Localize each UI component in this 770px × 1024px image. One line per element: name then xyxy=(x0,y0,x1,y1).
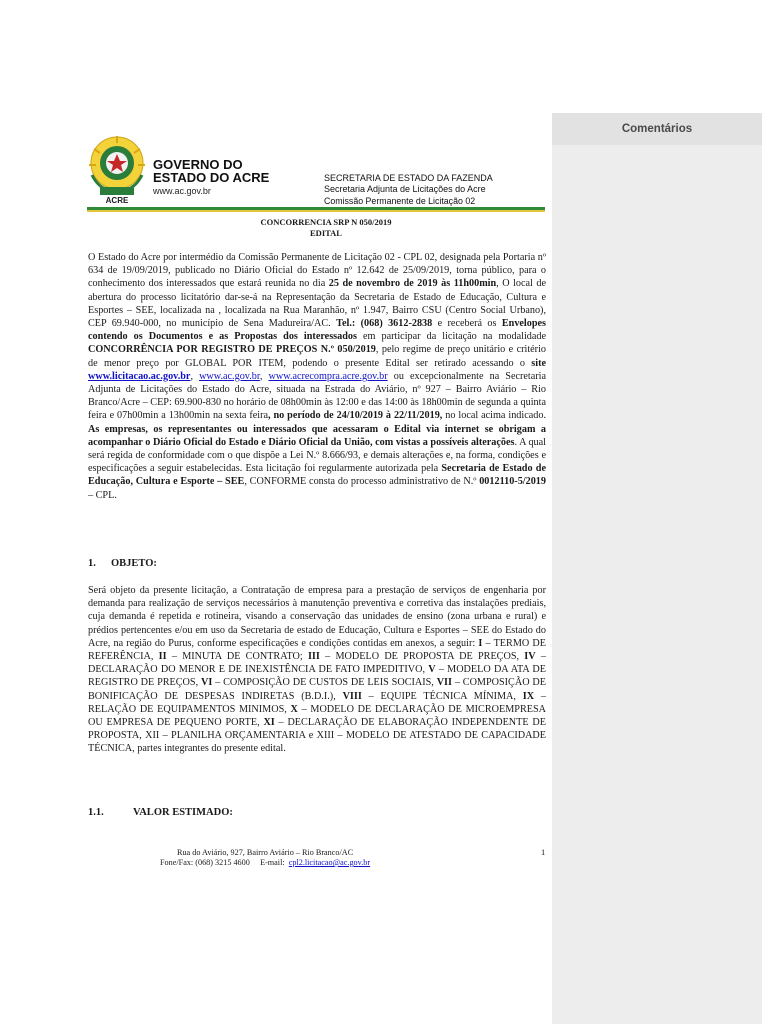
intro-paragraph: O Estado do Acre por intermédio da Comissão Permanente de Licitação 02 - CPL 02, designada pela Portaria nº 634 de 19/09/2019, publicado no Diário Oficial do Estado nº 12.642 de 25/09/2019, torna público, para o conhecimento dos interessados que estará reunida no dia 25 de novembro de 2019 às 11h00min, O local de abertura do processo licitatório dar-se-á na Representação da Secretaria de Estado de Educação, Cultura e Esportes – SEE, localizada na , localizada na Rua Maranhão, nº 1.947, Bairro CSU (Centro Social Urbano), CEP 69.940-000, no município de Sena Madureira/AC. Tel.: (068) 3612-2838 e receberá os Envelopes contendo os Documentos e as Propostas dos interessados em participar da licitação na modalidade CONCORRÊNCIA POR REGISTRO DE PREÇOS N.º 050/2019, pelo regime de preço unitário e critério de menor preço por GLOBAL POR ITEM, podendo o presente Edital ser retirado acessando o site www.licitacao.ac.gov.br, www.ac.gov.br, www.acrecompra.acre.gov.br ou excepcionalmente na Secretaria Adjunta de Licitações do Estado do Acre, situada na Estrada do Aviário, nº 927 – Bairro Aviário – Rio Branco/Acre – CEP: 69.900-830 no horário de 08h00min às 12:00 e das 14:00 às 18h00min de segunda a quinta feira e 07h00min a 13h00min na sexta feira, no período de 24/10/2019 à 22/11/2019, no local acima indicado. As empresas, os representantes ou interessados que acessaram o Edital via internet se obrigam a acompanhar o Diário Oficial do Estado e Diário Oficial da União, com vistas a possíveis alterações. A qual será regida de conformidade com o que dispõe a Lei N.º 8.666/93, e demais alterações e, na forma, condições e especificações a seguir estabelecidas. Esta licitação foi regularmente autorizada pela Secretaria de Estado de Educação, Cultura e Esporte – SEE, CONFORME consta do processo administrativo de N.º 0012110-5/2019 – CPL. xyxy=(88,252,547,501)
secretaria-name: SECRETARIA DE ESTADO DA FAZENDA xyxy=(324,173,493,183)
logo-text: ACRE xyxy=(105,196,129,205)
comments-panel-title: Comentários xyxy=(552,113,762,145)
section-heading-valor-estimado: 1.1. VALOR ESTIMADO: xyxy=(88,807,233,818)
secretaria-adjunta: Secretaria Adjunta de Licitações do Acre xyxy=(324,184,486,194)
footer-email-link[interactable]: cpl2.licitacao@ac.gov.br xyxy=(288,858,371,867)
ac-gov-link[interactable]: www.ac.gov.br xyxy=(199,370,260,382)
acre-coat-of-arms-logo xyxy=(86,135,148,207)
section-heading-objeto: 1. OBJETO: xyxy=(88,558,157,569)
footer-contact: Fone/Fax: (068) 3215 4600 E-mail: cpl2.licitacao@ac.gov.br xyxy=(160,858,371,867)
government-title-line1: GOVERNO DO xyxy=(153,157,243,172)
comissao-name: Comissão Permanente de Licitação 02 xyxy=(324,196,476,206)
document-title: CONCORRENCIA SRP N 050/2019 xyxy=(260,217,392,227)
page-number: 1 xyxy=(541,847,546,857)
government-website: www.ac.gov.br xyxy=(153,186,211,196)
objeto-paragraph: Será objeto da presente licitação, a Contratação de empresa para a prestação de serviços de engenharia por demanda para realização de serviços necessários à manutenção preventiva e corretiva das instalações prediais, cuja demanda é repetida e rotineira, visando a conservação das unidades de ensino (zona urbana e rural) e prédios pertencentes e/ou em uso da Secretaria de estado de Educação, Cultura e Esportes – SEE do Estado do Acre, na região do Purus, conforme especificações e condições contidas em anexos, a seguir: I – TERMO DE REFERÊNCIA, II – MINUTA DE CONTRATO; III – MODELO DE PROPOSTA DE PREÇOS, IV – DECLARAÇÃO DO MENOR E DE INEXISTÊNCIA DE FATO IMPEDITIVO, V – MODELO DA ATA DE REGISTRO DE PREÇOS, VI – COMPOSIÇÃO DE CUSTOS DE LEIS SOCIAIS, VII – COMPOSIÇÃO DE BONIFICAÇÃO DE DESPESAS INDIRETAS (B.D.I.), VIII – EQUIPE TÉCNICA MÍNIMA, IX – RELAÇÃO DE EQUIPAMENTOS MINIMOS, X – MODELO DE DECLARAÇÃO DE MICROEMPRESA OU EMPRESA DE PEQUENO PORTE, XI – DECLARAÇÃO DE ELABORAÇÃO INDEPENDENTE DE PROPOSTA, XII – PLANILHA ORÇAMENTARIA e XIII – MODELO DE ATESTADO DE CAPACIDADE TÉCNICA, partes integrantes do presente edital. xyxy=(88,585,546,755)
footer-address: Rua do Aviário, 927, Bairro Aviário – Rio Branco/AC xyxy=(177,848,354,857)
acrecompra-link[interactable]: www.acrecompra.acre.gov.br xyxy=(268,370,388,382)
licitacao-site-link[interactable]: www.licitacao.ac.gov.br xyxy=(88,370,191,382)
header-divider-yellow xyxy=(87,210,545,212)
comments-panel xyxy=(552,113,762,1024)
document-subtitle: EDITAL xyxy=(310,228,342,238)
government-title-line2: ESTADO DO ACRE xyxy=(153,170,270,185)
